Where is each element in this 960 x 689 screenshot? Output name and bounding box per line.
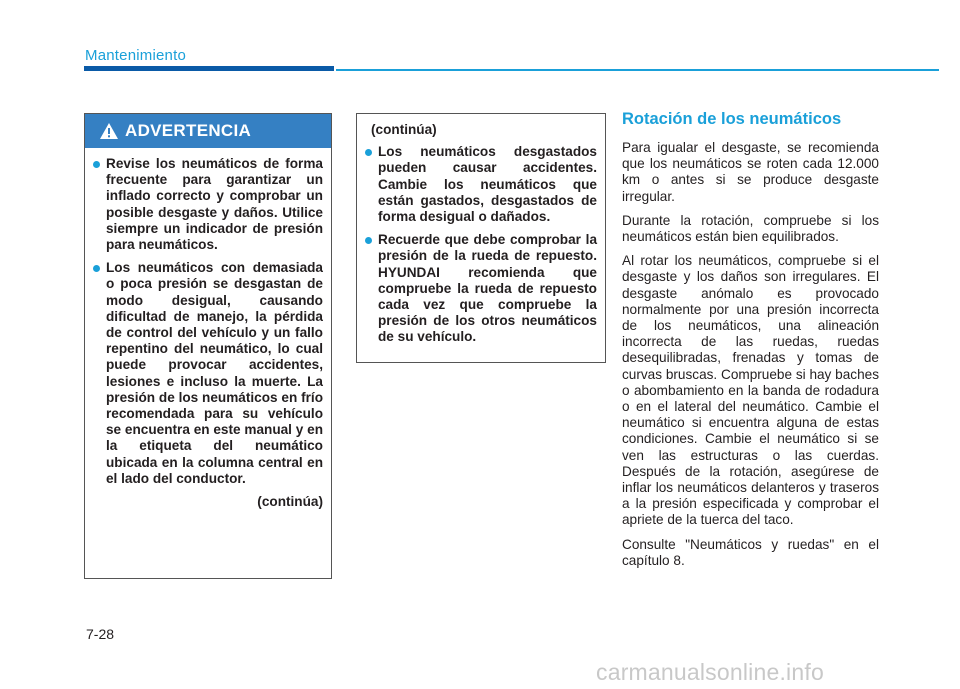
warning-item-text: Revise los neumáticos de forma frecuente para garantizar un inflado correcto y comprobar un posible desgaste y daños. Utilice siempre un indicador de presión para neumáticos.	[106, 156, 323, 253]
list-item	[93, 260, 323, 487]
continued-item-text: Recuerde que debe comprobar la presión de la rueda de repuesto. HYUNDAI recomienda que compruebe la rueda de repuesto cada vez que compruebe la presión de los otros neumáticos de su vehículo.	[378, 232, 597, 345]
warning-triangle-icon	[99, 122, 119, 140]
list-item	[93, 156, 323, 253]
list-item	[365, 144, 597, 225]
warning-header	[85, 114, 331, 148]
bullet-dot-icon	[93, 265, 100, 272]
warning-title: ADVERTENCIA	[125, 121, 252, 140]
bullet-dot-icon	[93, 161, 100, 168]
rotation-paragraph: Al rotar los neumáticos, compruebe si el desgaste y los daños son irregulares. El desgaste anómalo es provocado normalmente por una presión incorrecta de los neumáticos, una alineación incorrecta de las ruedas, ruedas desequilibradas, frenadas y tomas de curvas bruscas. Compruebe si hay baches o abombamiento en la banda de rodadura o en el lateral del neumático. Cambie el neumático si encuentra alguna de estas condiciones. Cambie el neumático si se ven las estructuras o las cuerdas. Después de la rotación, asegúrese de inflar los neumáticos delanteros y traseros a la presión especificada y comprobar el apriete de la tuerca del taco.	[622, 253, 879, 528]
watermark: carmanualsonline.info	[596, 659, 824, 685]
bullet-dot-icon	[365, 237, 372, 244]
continued-label: (continúa)	[257, 494, 323, 510]
header-rule-dark	[84, 66, 334, 71]
warning-list	[93, 156, 323, 487]
continued-heading: (continúa)	[371, 122, 437, 137]
bullet-dot-icon	[365, 149, 372, 156]
rotation-paragraph: Consulte "Neumáticos y ruedas" en el capítulo 8.	[622, 536, 879, 568]
page-number: 7-28	[86, 626, 115, 642]
section-title: Mantenimiento	[85, 47, 186, 64]
warning-body	[85, 148, 331, 510]
continued-list	[365, 144, 597, 345]
rotation-title: Rotación de los neumáticos	[622, 110, 842, 128]
list-item	[365, 232, 597, 345]
warning-box	[84, 113, 332, 579]
continued-item-text: Los neumáticos desgastados pueden causar accidentes. Cambie los neumáticos que están gastados, desgastados de forma desigual o dañados.	[378, 144, 597, 225]
rotation-section	[622, 110, 879, 577]
warning-item-text: Los neumáticos con demasiada o poca presión se desgastan de modo desigual, causando dificultad de manejo, la pérdida de control del vehículo y un fallo repentino del neumático, lo cual puede provocar accidentes, lesiones e incluso la muerte. La presión de los neumáticos en frío recomendada para su vehículo se encuentra en este manual y en la etiqueta del neumático ubicada en la columna central en el lado del conductor.	[106, 260, 323, 486]
header-rule-light	[336, 69, 939, 71]
rotation-paragraph: Para igualar el desgaste, se recomienda que los neumáticos se roten cada 12.000 km o antes si se produce desgaste irregular.	[622, 140, 879, 204]
rotation-paragraph: Durante la rotación, compruebe si los neumáticos están bien equilibrados.	[622, 212, 879, 245]
continued-box	[356, 113, 606, 363]
